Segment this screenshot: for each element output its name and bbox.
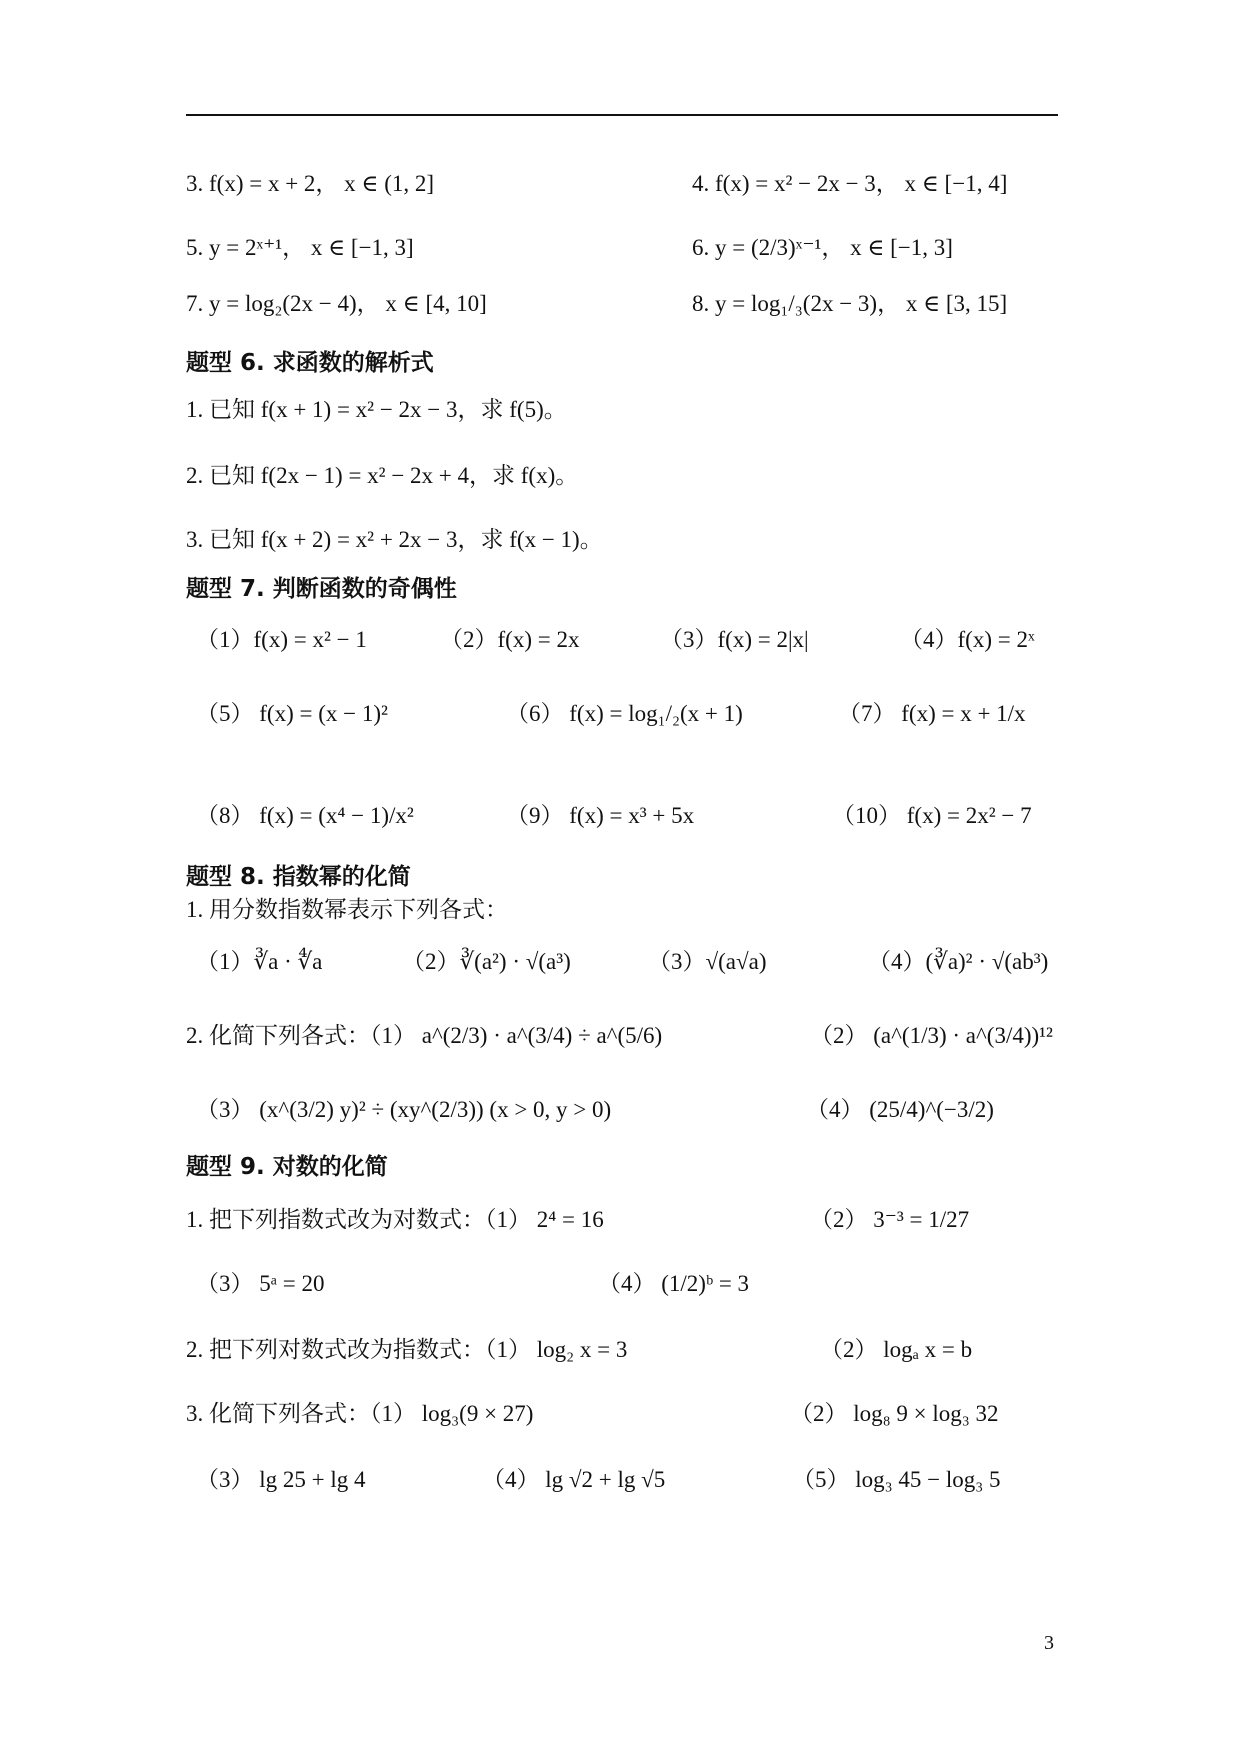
question-8-2: 2. 化简下列各式：（1） a^(2/3) · a^(3/4) ÷ a^(5/6) bbox=[186, 1023, 663, 1048]
question-7-3: （3）f(x) = 2|x| bbox=[660, 627, 809, 652]
question-8-1-d: （4）(∛a)² · √(ab³) bbox=[868, 949, 1049, 974]
problem-3: 3. f(x) = x + 2， x ∈ (1, 2] bbox=[186, 171, 435, 196]
question-9-3-e: （5） log₃ 45 − log₃ 5 bbox=[792, 1467, 1001, 1492]
problem-5: 5. y = 2ˣ⁺¹， x ∈ [−1, 3] bbox=[186, 235, 414, 260]
question-7-4: （4）f(x) = 2ˣ bbox=[900, 627, 1035, 652]
question-8-1: 1. 用分数指数幂表示下列各式： bbox=[186, 897, 508, 922]
question-9-2-b: （2） logₐ x = b bbox=[820, 1337, 973, 1362]
question-9-2: 2. 把下列对数式改为指数式：（1） log₂ x = 3 bbox=[186, 1337, 628, 1362]
question-8-2-b: （2） (a^(1/3) · a^(3/4))¹² bbox=[810, 1023, 1053, 1048]
problem-6: 6. y = (2/3)ˣ⁻¹， x ∈ [−1, 3] bbox=[692, 235, 953, 260]
section-8-heading: 题型 8. 指数幂的化简 bbox=[186, 864, 411, 890]
header-rule bbox=[186, 114, 1058, 116]
question-9-3-b: （2） log₈ 9 × log₃ 32 bbox=[790, 1401, 999, 1426]
problem-7: 7. y = log₂(2x − 4)， x ∈ [4, 10] bbox=[186, 291, 487, 316]
question-9-3-d: （4） lg √2 + lg √5 bbox=[482, 1467, 666, 1492]
question-7-7: （7） f(x) = x + 1/x bbox=[838, 701, 1026, 726]
problem-4: 4. f(x) = x² − 2x − 3， x ∈ [−1, 4] bbox=[692, 171, 1008, 196]
question-7-8: （8） f(x) = (x⁴ − 1)/x² bbox=[196, 803, 414, 828]
question-7-6: （6） f(x) = log₁/₂(x + 1) bbox=[506, 701, 743, 726]
question-8-1-a: （1）∛a · ∜a bbox=[196, 949, 323, 974]
question-8-2-c: （3） (x^(3/2) y)² ÷ (xy^(2/3)) (x > 0, y > 0) bbox=[196, 1097, 612, 1122]
question-7-10: （10） f(x) = 2x² − 7 bbox=[832, 803, 1032, 828]
question-8-1-b: （2）∛(a²) · √(a³) bbox=[402, 949, 571, 974]
section-9-heading: 题型 9. 对数的化简 bbox=[186, 1154, 388, 1180]
question-9-1-d: （4） (1/2)ᵇ = 3 bbox=[598, 1271, 750, 1296]
question-9-3-c: （3） lg 25 + lg 4 bbox=[196, 1467, 366, 1492]
question-9-1-b: （2） 3⁻³ = 1/27 bbox=[810, 1207, 970, 1232]
question-8-2-d: （4） (25/4)^(−3/2) bbox=[806, 1097, 994, 1122]
question-6-2: 2. 已知 f(2x − 1) = x² − 2x + 4，求 f(x)。 bbox=[186, 463, 579, 488]
question-7-5: （5） f(x) = (x − 1)² bbox=[196, 701, 388, 726]
question-9-1-c: （3） 5ᵃ = 20 bbox=[196, 1271, 325, 1296]
question-7-2: （2）f(x) = 2x bbox=[440, 627, 580, 652]
page-number: 3 bbox=[1044, 1632, 1054, 1654]
question-7-9: （9） f(x) = x³ + 5x bbox=[506, 803, 695, 828]
question-6-1: 1. 已知 f(x + 1) = x² − 2x − 3，求 f(5)。 bbox=[186, 397, 567, 422]
question-6-3: 3. 已知 f(x + 2) = x² + 2x − 3，求 f(x − 1)。 bbox=[186, 527, 603, 552]
question-9-3: 3. 化简下列各式：（1） log₃(9 × 27) bbox=[186, 1401, 534, 1426]
problem-8: 8. y = log₁/₃(2x − 3)， x ∈ [3, 15] bbox=[692, 291, 1008, 316]
section-7-heading: 题型 7. 判断函数的奇偶性 bbox=[186, 576, 457, 602]
question-8-1-c: （3）√(a√a) bbox=[648, 949, 767, 974]
question-7-1: （1）f(x) = x² − 1 bbox=[196, 627, 367, 652]
section-6-heading: 题型 6. 求函数的解析式 bbox=[186, 350, 434, 376]
question-9-1: 1. 把下列指数式改为对数式：（1） 2⁴ = 16 bbox=[186, 1207, 604, 1232]
